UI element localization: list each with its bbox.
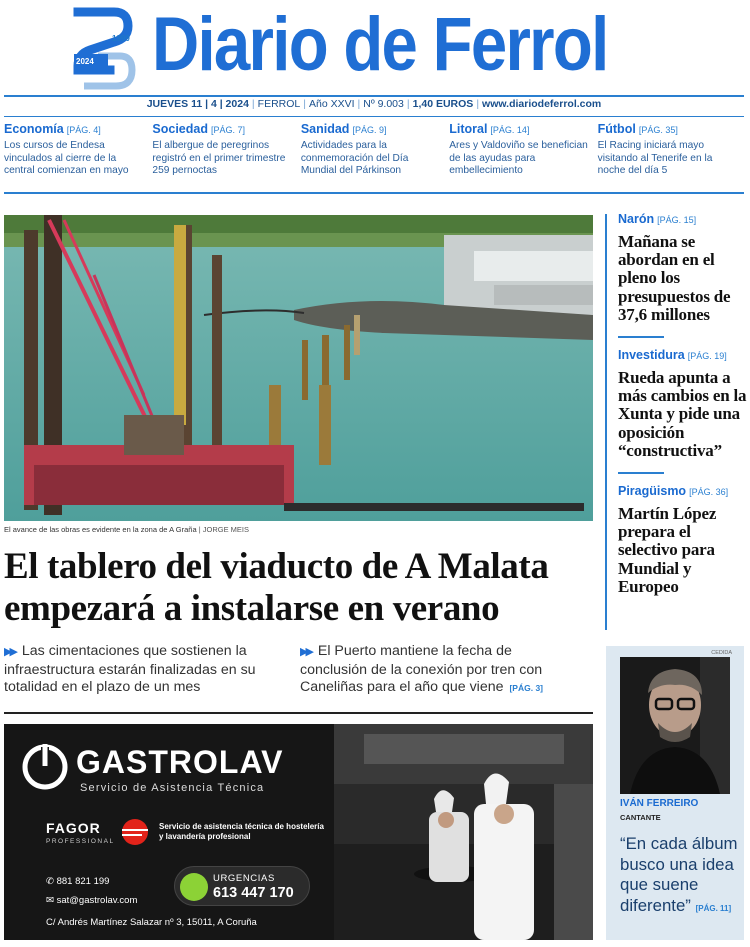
teaser-section: Fútbol xyxy=(597,122,636,136)
subheads xyxy=(4,643,596,698)
teaser-page: [PÁG. 7] xyxy=(210,125,245,135)
ad-urgent-phone: 613 447 170 xyxy=(213,885,294,901)
teaser-section: Economía xyxy=(4,122,64,136)
sidebar-title: Rueda apunta a más cambios en la Xunta y pide una oposición “constructiva” xyxy=(618,368,747,460)
sidebar-section-name: Investidura xyxy=(618,348,685,363)
portrait-illustration xyxy=(620,657,730,794)
interview-quote xyxy=(620,834,742,919)
sidebar-section xyxy=(618,212,748,226)
teaser-text: Los cursos de Endesa vinculados al cierre de la central comienzan en mayo xyxy=(4,140,129,177)
interviewee-role: CANTANTE xyxy=(620,813,661,822)
teaser-futbol[interactable] xyxy=(598,122,746,188)
sidebar-title: Mañana se abordan en el pleno los presupuestos de 37,6 millones xyxy=(618,232,731,324)
ad-service: Servicio de asistencia técnica de hostelería y lavandería profesional xyxy=(159,822,324,841)
teaser-text: El albergue de peregrinos registró en el primer trimestre 259 pernoctas xyxy=(152,140,286,177)
photo-credit: | JORGE MEIS xyxy=(198,525,250,534)
ad-brand: GASTROLAV xyxy=(76,744,284,780)
teaser-head xyxy=(301,122,441,136)
divider xyxy=(4,192,744,194)
divider xyxy=(4,712,593,714)
ad-phone-number: 881 821 199 xyxy=(56,876,110,887)
dateline: JUEVES 11 | 4 | 2024 | FERROL | Año XXVI | Nº 9.003 | 1,40 EUROS | www.diariodeferrol.com xyxy=(146,98,602,110)
headline-line-2: empezará a instalarse en verano xyxy=(4,588,500,629)
divider xyxy=(4,95,744,97)
sidebar-item-naron[interactable] xyxy=(618,212,748,324)
issue-number: Nº 9.003 xyxy=(363,98,404,110)
subhead-right xyxy=(300,643,596,698)
headline-line-1: El tablero del viaducto de A Malata xyxy=(4,546,549,587)
portrait-photo xyxy=(620,657,730,794)
sidebar-page: [PÁG. 36] xyxy=(689,487,729,498)
divider xyxy=(618,472,664,474)
anniversary-year-end: 2024 xyxy=(76,57,94,66)
teaser-text: Ares y Valdoviño se benefician de las ayudas para embellecimiento xyxy=(449,140,588,177)
issue-city: FERROL xyxy=(257,98,301,110)
photo-credit: CEDIDA xyxy=(711,650,732,656)
anniversary-year-start: 1999 xyxy=(112,34,130,43)
sidebar xyxy=(618,212,748,596)
sidebar-section xyxy=(618,348,748,362)
fagor-logo-icon xyxy=(118,818,152,846)
subhead-page-ref[interactable]: [PÁG. 3] xyxy=(509,683,543,693)
divider xyxy=(618,336,664,338)
teaser-section: Sanidad xyxy=(300,122,350,136)
ad-partner-sub: PROFESSIONAL xyxy=(46,838,115,845)
ad-tagline: Servicio de Asistencia Técnica xyxy=(80,782,265,794)
power-icon xyxy=(22,744,68,790)
subhead-right-text: El Puerto mantiene la fecha de conclusión de la conexión por tren con Caneliñas para el año que viene xyxy=(300,643,543,695)
caption-text: El avance de las obras es evidente en la zona de A Graña xyxy=(4,525,197,534)
interviewee-name: IVÁN FERREIRO xyxy=(620,798,699,809)
teaser-section: Litoral xyxy=(449,122,488,136)
sidebar-item-piraguismo[interactable] xyxy=(618,484,748,596)
teaser-page: [PÁG. 9] xyxy=(352,125,387,135)
interview-box[interactable] xyxy=(606,646,744,940)
teaser-sanidad[interactable] xyxy=(301,122,449,188)
sidebar-item-investidura[interactable] xyxy=(618,348,748,460)
ad-urgent-box xyxy=(174,866,310,906)
sidebar-section-name: Narón xyxy=(618,212,655,226)
newspaper-title[interactable]: Diario de Ferrol xyxy=(152,2,608,87)
teaser-page: [PÁG. 4] xyxy=(66,125,101,135)
kitchen-photo xyxy=(334,724,593,940)
subhead-left xyxy=(4,643,300,698)
anniversary-logo xyxy=(70,4,140,90)
teaser-text: Actividades para la conmemoración del Día Mundial del Párkinson xyxy=(300,140,409,177)
sidebar-title: Martín López prepara el selectivo para Mundial y Europeo xyxy=(618,504,717,596)
divider xyxy=(4,116,744,117)
photo-caption xyxy=(4,525,593,534)
main-headline[interactable] xyxy=(4,546,596,630)
construction-site-illustration xyxy=(4,215,593,521)
sidebar-page: [PÁG. 15] xyxy=(657,215,697,225)
teaser-page: [PÁG. 35] xyxy=(638,125,678,135)
ad-address: C/ Andrés Martínez Salazar nº 3, 15011, A Coruña xyxy=(46,917,257,928)
teaser-text: El Racing iniciará mayo visitando al Tenerife en la noche del día 5 xyxy=(597,140,713,177)
teaser-head xyxy=(598,122,738,136)
teaser-head xyxy=(449,122,589,136)
ad-email xyxy=(46,895,137,906)
whatsapp-icon xyxy=(180,873,208,901)
ad-phone xyxy=(46,876,109,887)
advertisement[interactable] xyxy=(4,724,593,940)
teaser-page: [PÁG. 14] xyxy=(490,125,530,135)
teaser-head xyxy=(4,122,144,136)
sidebar-page: [PÁG. 19] xyxy=(687,351,727,362)
quote-text: “En cada álbum busco una idea que suene diferente” xyxy=(620,834,738,915)
anniversary-25-icon xyxy=(70,4,140,90)
issue-date: JUEVES 11 | 4 | 2024 xyxy=(146,98,249,110)
teaser-sociedad[interactable] xyxy=(152,122,300,188)
sidebar-section-name: Piragüismo xyxy=(618,484,687,499)
issue-price: 1,40 EUROS xyxy=(412,98,474,110)
section-teasers xyxy=(4,122,746,188)
issue-volume: Año XXVI xyxy=(308,98,355,110)
double-triangle-icon: ▶▶ xyxy=(300,646,311,658)
teaser-section: Sociedad xyxy=(152,122,208,136)
mail-icon: ✉ xyxy=(46,895,54,906)
double-triangle-icon: ▶▶ xyxy=(4,646,15,658)
teaser-head xyxy=(152,122,292,136)
main-photo[interactable] xyxy=(4,215,593,521)
ad-partner: FAGOR xyxy=(46,820,101,836)
column-divider xyxy=(605,214,607,630)
subhead-left-text: Las cimentaciones que sostienen la infraestructura estarán finalizadas en su totalidad en el plazo de un mes xyxy=(4,643,256,695)
teaser-economia[interactable] xyxy=(4,122,152,188)
teaser-litoral[interactable] xyxy=(449,122,597,188)
masthead xyxy=(0,0,750,92)
sidebar-section xyxy=(618,484,748,498)
quote-page-ref[interactable]: [PÁG. 11] xyxy=(695,903,732,913)
website-link[interactable]: www.diariodeferrol.com xyxy=(482,98,602,110)
ad-email-address: sat@gastrolav.com xyxy=(56,895,138,906)
ad-urgent-label: URGENCIAS xyxy=(213,873,275,884)
phone-icon: ✆ xyxy=(46,876,54,887)
